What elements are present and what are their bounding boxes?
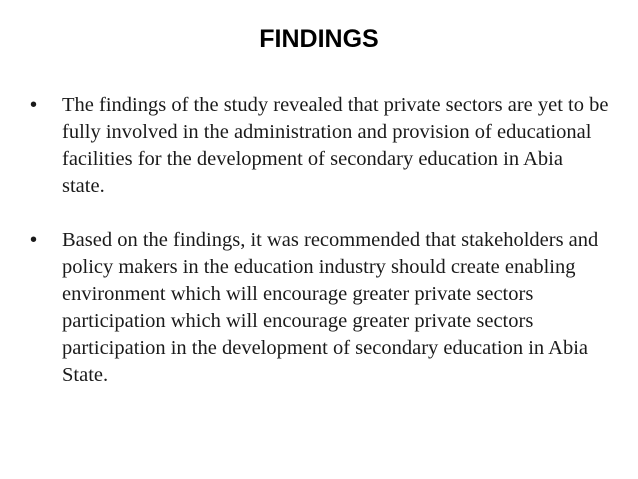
- bullet-item: [30, 92, 610, 200]
- bullet-item: [30, 227, 610, 389]
- bullet-icon: •: [30, 229, 38, 251]
- bullet-text: The findings of the study revealed that private sectors are yet to be fully involved in the administration and provision of educational facilities for the development of secondary education in Abia state.: [62, 94, 609, 197]
- bullet-text: Based on the findings, it was recommended that stakeholders and policy makers in the education industry should create enabling environment which will encourage greater private sectors participation which will encourage greater private sectors participation in the development of secondary education in Abia State.: [62, 229, 599, 386]
- slide-title: FINDINGS: [259, 25, 379, 53]
- bullet-icon: •: [30, 94, 38, 116]
- bullet-list: [30, 92, 610, 389]
